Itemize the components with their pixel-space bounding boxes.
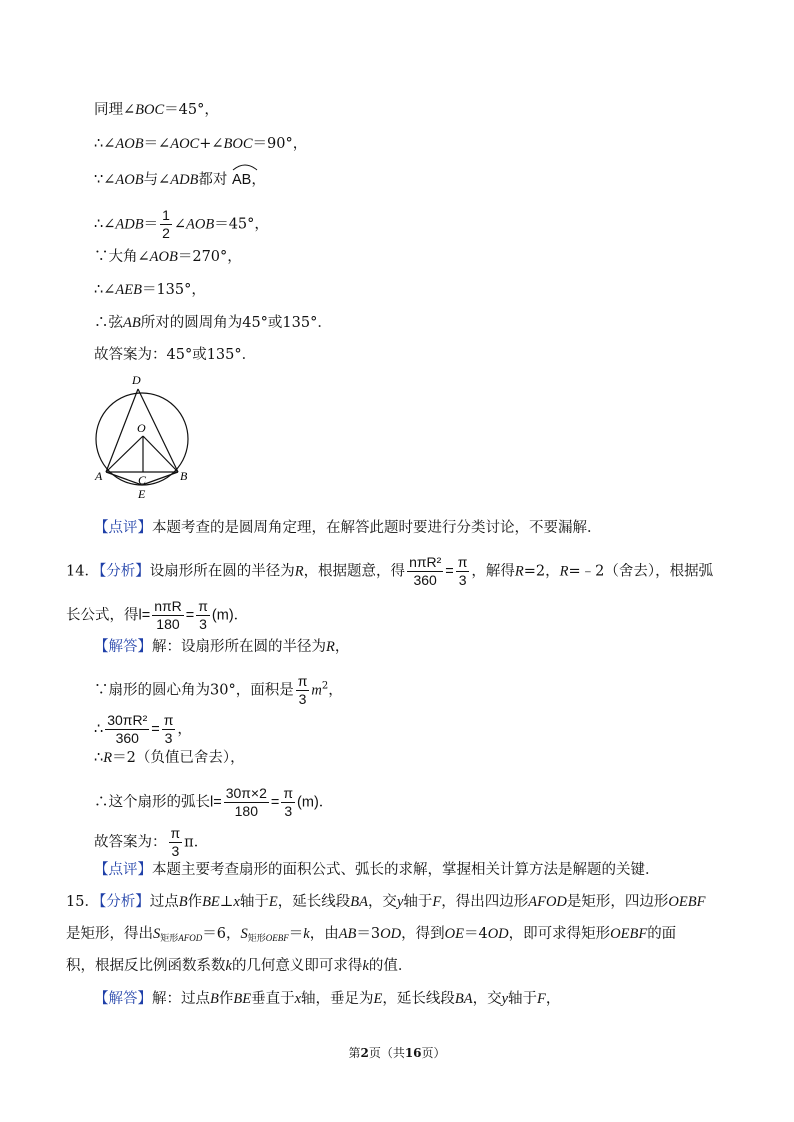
text-line: 同理∠BOC＝45°， [94,102,219,118]
label-A: A [95,469,103,483]
fraction: $\frac{\pi}{3}$ [457,554,468,588]
label-C: C [138,473,147,487]
segment-AE [106,472,142,485]
fraction: $\frac{\text{30πR²}}{360}$ [107,712,148,746]
question-number: 14． [66,563,99,580]
segment-OB [143,436,178,472]
text-line: ∴弦AB所对的圆周角为45°或135°． [94,315,332,331]
page-number: 2 [360,1046,369,1060]
analysis-tag: 【分析】 [98,563,150,580]
text-line: ∴∠ADB＝ $\frac{1}{2}$ ∠AOB＝45°， [94,207,269,241]
text-line: 积，根据反比例函数系数k的几何意义即可求得k的值． [66,958,413,974]
fraction: $\frac{\pi}{3}$ [170,825,181,859]
arc-notation: AB [232,170,251,190]
comment-tag: 【点评】 [94,520,152,536]
fraction: $\frac{\text{nπR²}}{360}$ [409,554,442,588]
label-D: D [132,373,141,387]
q14-analysis: 14．【分析】设扇形所在圆的半径为R，根据题意，得 $\frac{\text{nπR²}}{360}$ = $\frac{\pi}{3}$ ，解得R=2，R=﹣2（舍去），根据弧 [66,554,714,588]
text-line: 【解答】解：设扇形所在圆的半径为R， [94,639,350,655]
text-line: ∵∠AOB与∠ADB都对 AB， [94,170,266,190]
fraction: $\frac{\text{nπR}}{180}$ [154,598,182,632]
comment-tag: 【点评】 [94,862,152,878]
text-line: ∵扇形的圆心角为30°，面积是 $\frac{\pi}{3}$ $m^2$， [94,673,343,707]
question-number: 15． [66,894,99,910]
fraction: $\frac{30\pi\times 2}{180}$ [225,785,267,819]
comment-line: 【点评】本题考查的是圆周角定理，在解答此题时要进行分类讨论，不要漏解． [94,520,602,536]
label-E: E [138,487,146,501]
text-line: ∵大角∠AOB＝270°， [94,249,242,265]
circle-diagram [92,372,202,502]
text-line: 长公式，得l= $\frac{\text{nπR}}{180}$ = $\frac{\pi}{3}$ (m)． [66,598,249,632]
solve-tag: 【解答】 [94,639,152,655]
answer-line: 故答案为： $\frac{\pi}{3}$ π． [94,825,209,859]
answer-line: 故答案为：45°或135°． [94,347,257,363]
circle-shape [96,393,188,485]
q15-analysis: 15．【分析】过点B作BE⊥x轴于E，延长线段BA，交y轴于F，得出四边形AFOD是矩形，四边形OEBF [66,894,706,910]
label-B: B [180,469,188,483]
solve-tag: 【解答】 [94,991,152,1007]
fraction: $\frac{\pi}{3}$ [198,598,208,632]
circle-figure [92,372,202,506]
label-O: O [137,421,146,435]
segment-OA [106,436,143,472]
total-pages: 16 [404,1046,422,1060]
comment-line: 【点评】本题主要考查扇形的面积公式、弧长的求解，掌握相关计算方法是解题的关键． [94,862,660,878]
text-line: 是矩形，得出$S_{矩形AFOD}=6$，$S_{矩形OEBF}=k$，由AB＝3OD，得到OE＝4OD，即可求得矩形OEBF的面 [66,926,677,944]
analysis-tag: 【分析】 [98,894,150,910]
fraction: $\frac{\pi}{3}$ [163,712,174,746]
text-line: ∴∠AEB＝135°， [94,282,206,298]
text-line: 【解答】解：过点B作BE垂直于x轴，垂足为E，延长线段BA，交y轴于F， [94,991,561,1007]
fraction: $\frac{1}{2}$ [162,207,170,241]
fraction: $\frac{\pi}{3}$ [283,785,294,819]
text-line: ∴∠AOB＝∠AOC+∠BOC＝90°， [94,136,308,152]
page-footer: 第2页（共16页） [348,1046,446,1060]
text-line: ∴R＝2（负值已舍去）， [94,750,245,766]
segment-BE [142,472,178,485]
text-line: ∴这个扇形的弧长l= $\frac{30\pi\times 2}{180}$ = $\frac{\pi}{3}$ (m)． [94,785,334,819]
text-line: ∴ $\frac{\text{30πR²}}{360}$ = $\frac{\pi}{3}$ ， [94,712,192,746]
fraction: $\frac{\pi}{3}$ [297,673,308,707]
segment-DA [106,389,138,472]
